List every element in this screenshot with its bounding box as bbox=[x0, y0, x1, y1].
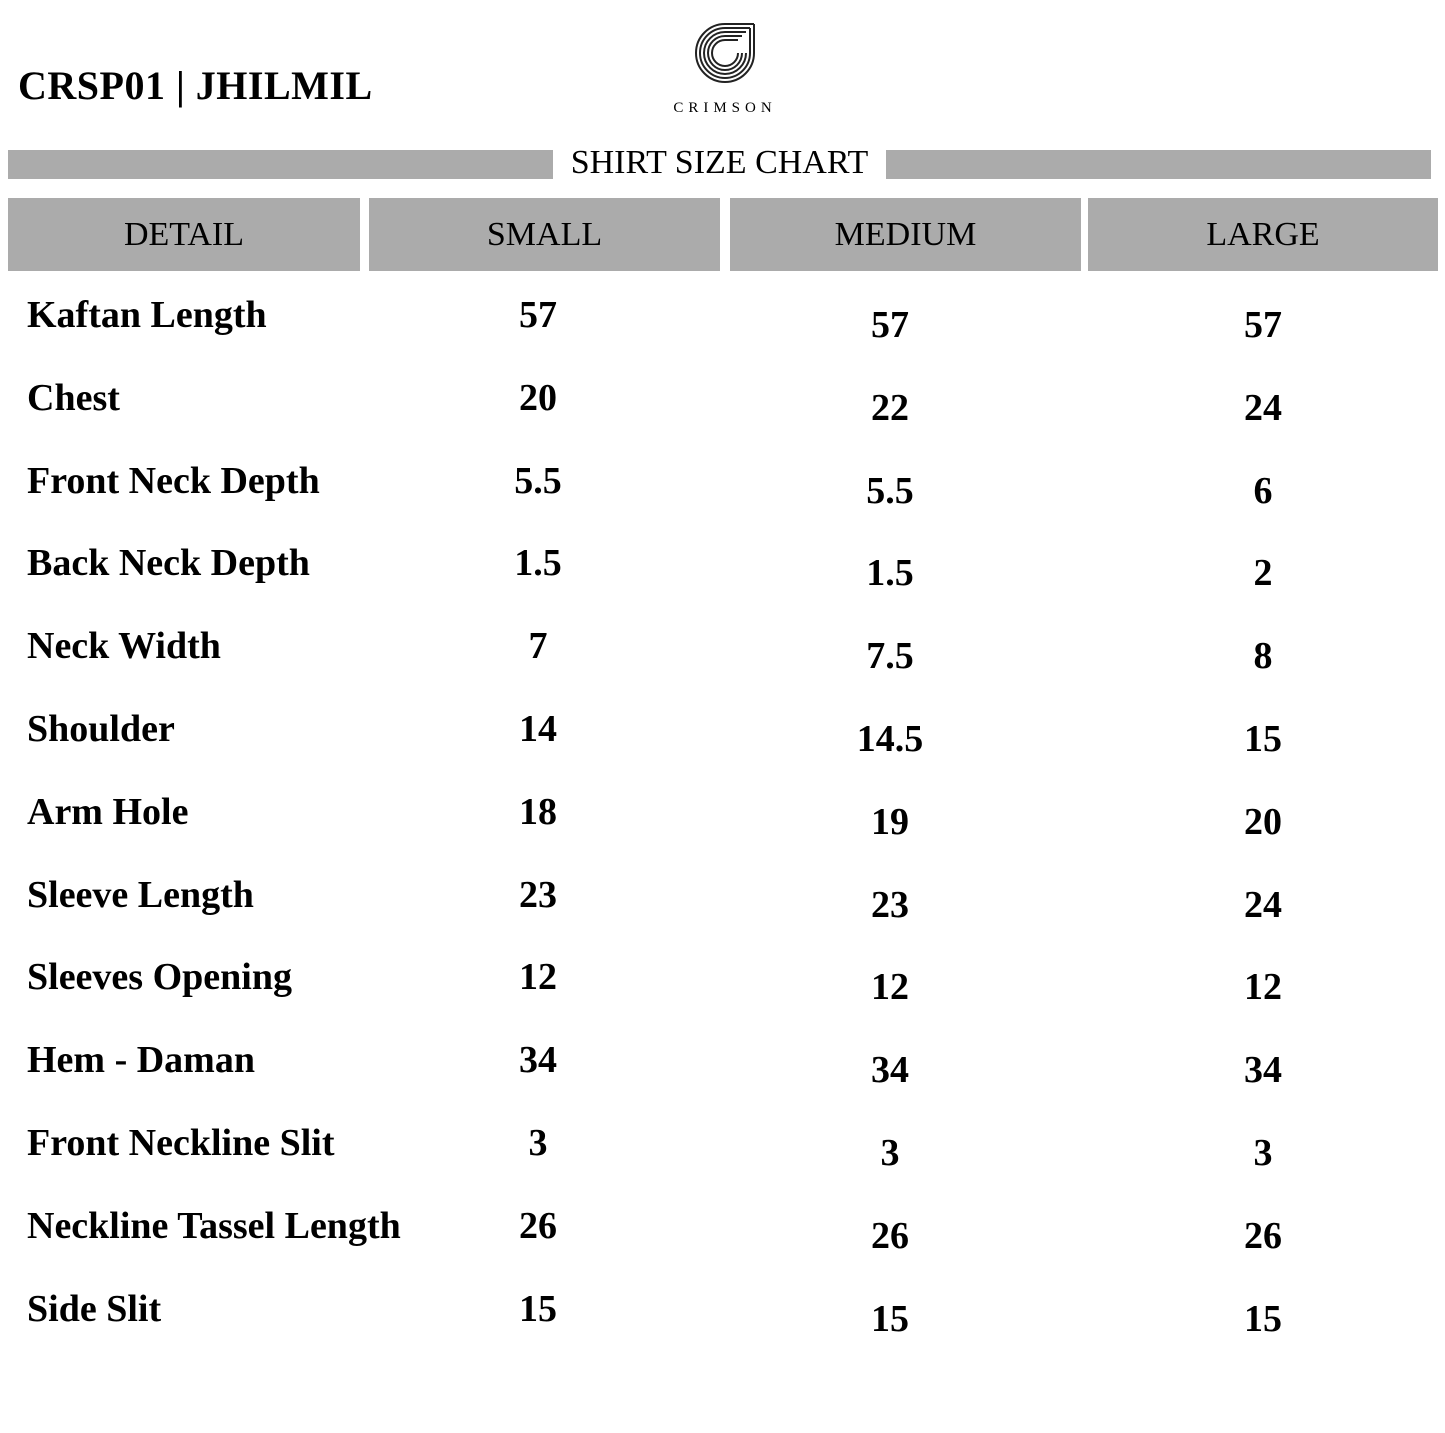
cell-medium: 57 bbox=[871, 304, 909, 346]
row-label: Sleeve Length bbox=[27, 873, 254, 916]
cell-large: 8 bbox=[1253, 635, 1273, 678]
column-header-small: SMALL bbox=[369, 198, 720, 271]
cell-small: 7 bbox=[528, 625, 548, 668]
cell-large: 12 bbox=[1244, 966, 1282, 1009]
title-bar-right bbox=[886, 150, 1431, 179]
cell-large: 20 bbox=[1244, 800, 1282, 843]
cell-medium: 23 bbox=[871, 883, 909, 926]
cell-large: 3 bbox=[1253, 1132, 1273, 1174]
row-label: Neck Width bbox=[27, 625, 221, 668]
cell-medium: 3 bbox=[880, 1132, 900, 1174]
cell-medium: 34 bbox=[871, 1049, 909, 1092]
cell-small: 5.5 bbox=[514, 459, 562, 502]
cell-large: 34 bbox=[1244, 1049, 1282, 1092]
brand-logo bbox=[640, 20, 810, 120]
chart-title: SHIRT SIZE CHART bbox=[570, 144, 869, 181]
cell-small: 15 bbox=[519, 1287, 557, 1330]
row-label: Hem - Daman bbox=[27, 1039, 255, 1082]
cell-small: 26 bbox=[519, 1204, 557, 1247]
row-label: Side Slit bbox=[27, 1287, 162, 1330]
column-header-detail: DETAIL bbox=[8, 198, 360, 271]
cell-medium: 22 bbox=[871, 386, 909, 429]
cell-large: 2 bbox=[1253, 552, 1273, 595]
cell-large: 26 bbox=[1244, 1214, 1282, 1257]
cell-small: 12 bbox=[519, 956, 557, 999]
cell-large: 15 bbox=[1244, 718, 1282, 760]
crimson-c-logo-icon bbox=[692, 20, 758, 86]
cell-small: 14 bbox=[519, 708, 557, 750]
title-bar-left bbox=[8, 150, 553, 179]
cell-large: 57 bbox=[1244, 304, 1282, 346]
row-label: Shoulder bbox=[27, 708, 175, 750]
cell-large: 15 bbox=[1244, 1297, 1282, 1340]
cell-medium: 7.5 bbox=[866, 635, 914, 678]
cell-medium: 1.5 bbox=[866, 552, 914, 595]
cell-medium: 14.5 bbox=[856, 718, 924, 760]
cell-small: 34 bbox=[519, 1039, 557, 1082]
cell-medium: 5.5 bbox=[866, 469, 914, 512]
cell-small: 23 bbox=[519, 873, 557, 916]
row-label: Back Neck Depth bbox=[27, 542, 310, 585]
row-label: Kaftan Length bbox=[27, 294, 267, 336]
cell-medium: 19 bbox=[871, 800, 909, 843]
cell-small: 57 bbox=[519, 294, 557, 336]
row-label: Arm Hole bbox=[27, 790, 189, 833]
column-header-medium: MEDIUM bbox=[730, 198, 1081, 271]
cell-small: 18 bbox=[519, 790, 557, 833]
row-label: Neckline Tassel Length bbox=[27, 1204, 401, 1247]
row-label: Chest bbox=[27, 376, 120, 419]
cell-small: 20 bbox=[519, 376, 557, 419]
cell-large: 24 bbox=[1244, 883, 1282, 926]
cell-small: 1.5 bbox=[514, 542, 562, 585]
row-label: Front Neck Depth bbox=[27, 459, 320, 502]
column-header-large: LARGE bbox=[1088, 198, 1438, 271]
cell-medium: 26 bbox=[871, 1214, 909, 1257]
cell-large: 6 bbox=[1253, 469, 1273, 512]
cell-medium: 12 bbox=[871, 966, 909, 1009]
cell-medium: 15 bbox=[871, 1297, 909, 1340]
brand-name: CRIMSON bbox=[673, 100, 777, 116]
cell-small: 3 bbox=[528, 1122, 548, 1164]
product-code-title: CRSP01 | JHILMIL bbox=[18, 63, 373, 108]
row-label: Front Neckline Slit bbox=[27, 1122, 335, 1164]
cell-large: 24 bbox=[1244, 386, 1282, 429]
chart-title-bar bbox=[8, 144, 1431, 181]
row-label: Sleeves Opening bbox=[27, 956, 292, 999]
